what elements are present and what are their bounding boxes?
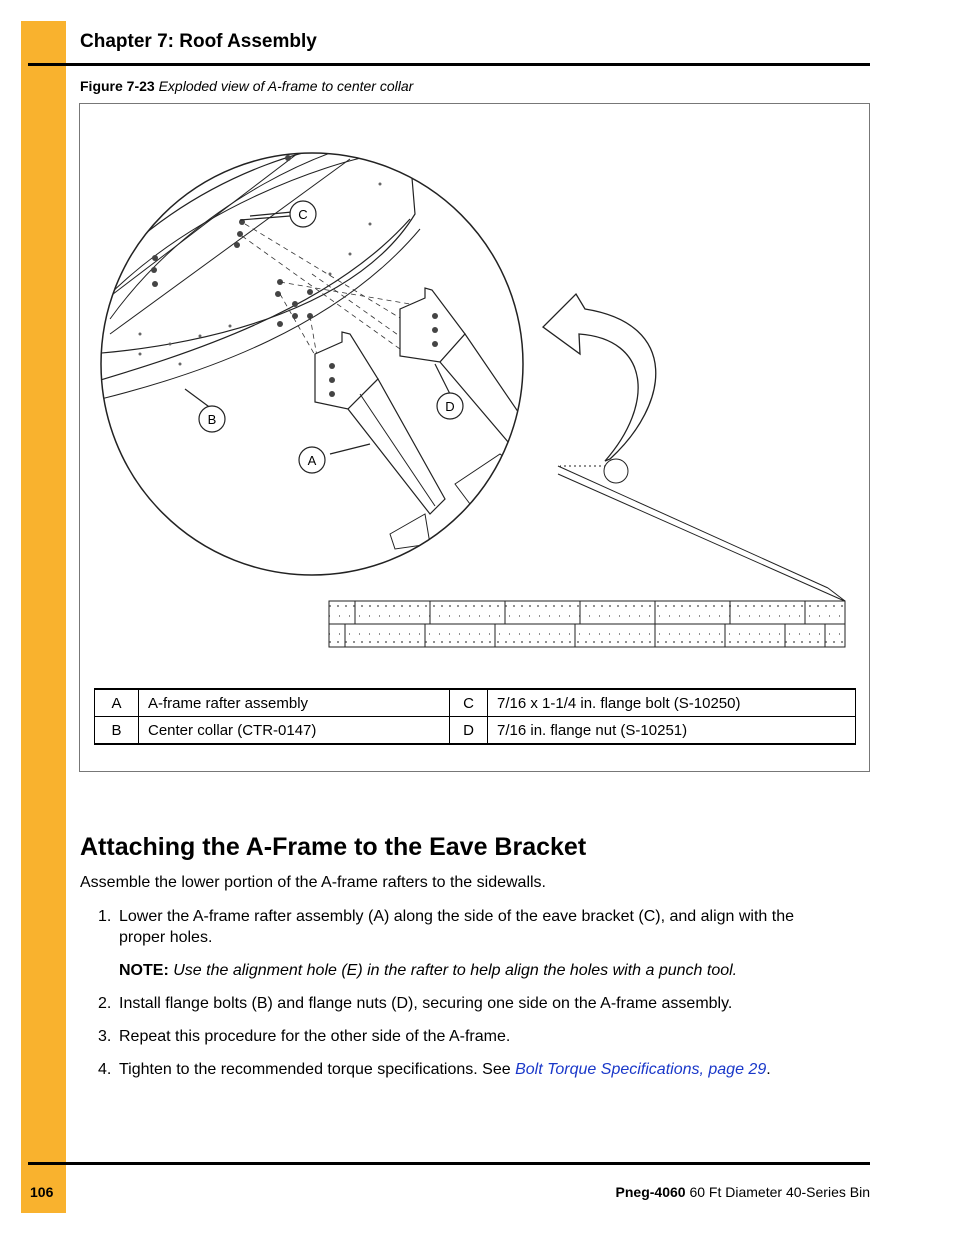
legend-key: B: [95, 717, 139, 745]
step-number: 3.: [98, 1028, 112, 1045]
callout-d: [437, 393, 463, 419]
legend-row: [95, 689, 856, 717]
legend-desc: 7/16 x 1-1/4 in. flange bolt (S-10250): [488, 689, 856, 717]
page-number: 106: [30, 1184, 54, 1200]
section-heading: Attaching the A-Frame to the Eave Bracket: [80, 833, 587, 861]
exploded-view-drawing: [80, 104, 869, 684]
note-label: NOTE:: [119, 962, 169, 979]
detail-zoom-marker: [604, 459, 628, 483]
figure-frame: [79, 103, 870, 772]
bin-sidewall: [329, 601, 845, 647]
parts-legend-table: [94, 688, 856, 745]
callout-b-label: B: [207, 412, 217, 427]
step-text: Tighten to the recommended torque specifications. See: [119, 1061, 516, 1078]
doc-id: Pneg-4060: [615, 1184, 686, 1200]
figure-caption-text: Exploded view of A-frame to center collar: [158, 78, 414, 94]
callout-a-label: A: [307, 453, 317, 468]
callout-d-label: D: [445, 399, 455, 414]
footer-rule: [28, 1162, 870, 1165]
doc-title: 60 Ft Diameter 40-Series Bin: [689, 1184, 870, 1200]
header-rule: [28, 63, 870, 66]
step-text-end: .: [766, 1061, 771, 1078]
footer-doc-info: [616, 1184, 870, 1200]
legend-key: C: [450, 689, 488, 717]
step-number: 2.: [98, 995, 112, 1012]
callout-c-label: C: [298, 207, 308, 222]
legend-key: A: [95, 689, 139, 717]
chapter-title: Chapter 7: Roof Assembly: [80, 31, 317, 52]
step-1: [80, 906, 840, 948]
callout-a: [299, 447, 325, 473]
step-3: [80, 1026, 840, 1047]
distant-rafter: [558, 466, 845, 601]
detail-circle-content: [80, 139, 540, 549]
figure-number: Figure 7-23: [80, 78, 155, 94]
callout-c: [290, 201, 316, 227]
callout-b: [199, 406, 225, 432]
step-text: Lower the A-frame rafter assembly (A) along the side of the eave bracket (C), and align with the proper holes.: [119, 908, 794, 946]
procedure-steps: [80, 906, 840, 1092]
step-number: 4.: [98, 1061, 112, 1078]
step-text: Install flange bolts (B) and flange nuts (D), securing one side on the A-frame assembly.: [119, 995, 733, 1012]
step-4: [80, 1059, 840, 1080]
note-text: Use the alignment hole (E) in the rafter to help align the holes with a punch tool.: [173, 962, 738, 979]
section-intro: Assemble the lower portion of the A-frame rafters to the sidewalls.: [80, 874, 546, 891]
step-text: Repeat this procedure for the other side of the A-frame.: [119, 1028, 511, 1045]
figure-caption: [80, 78, 413, 94]
detail-pointer-arrow: [543, 294, 656, 461]
legend-desc: 7/16 in. flange nut (S-10251): [488, 717, 856, 745]
step-number: 1.: [98, 908, 112, 925]
note: [80, 960, 840, 981]
legend-desc: Center collar (CTR-0147): [139, 717, 450, 745]
legend-desc: A-frame rafter assembly: [139, 689, 450, 717]
legend-row: [95, 717, 856, 745]
legend-key: D: [450, 717, 488, 745]
step-2: [80, 993, 840, 1014]
bolt-torque-link[interactable]: Bolt Torque Specifications, page 29: [515, 1061, 767, 1078]
chapter-side-bar: [21, 21, 66, 1213]
